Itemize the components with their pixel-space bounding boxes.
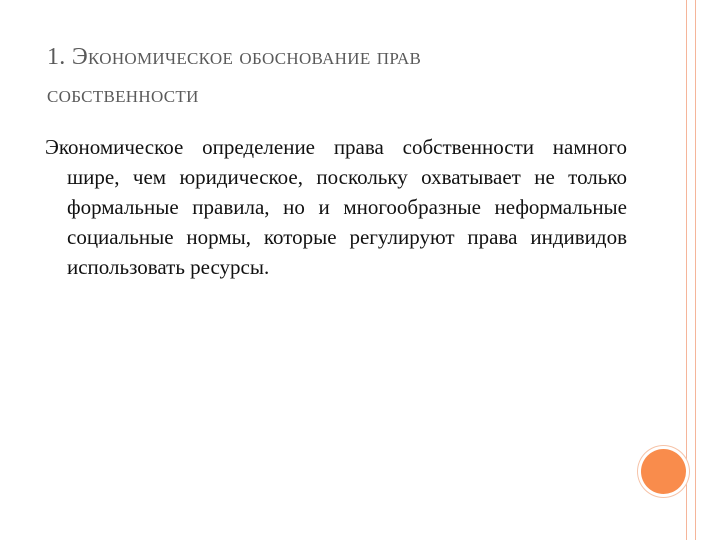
decorative-vertical-line <box>695 0 696 540</box>
slide-title-line-2: собственности <box>47 82 199 108</box>
slide-body-text: Экономическое определение права собственности намного шире, чем юридическое, поскольку охватывает не только формальные правила, но и многообразные неформальные социальные нормы, которые регулируют права индивидов использовать ресурсы. <box>45 135 627 279</box>
decorative-vertical-line <box>686 0 687 540</box>
decorative-circle-icon <box>641 449 686 494</box>
slide-title-line-1: 1. Экономическое обоснование прав <box>47 44 422 70</box>
slide-title <box>47 38 647 114</box>
